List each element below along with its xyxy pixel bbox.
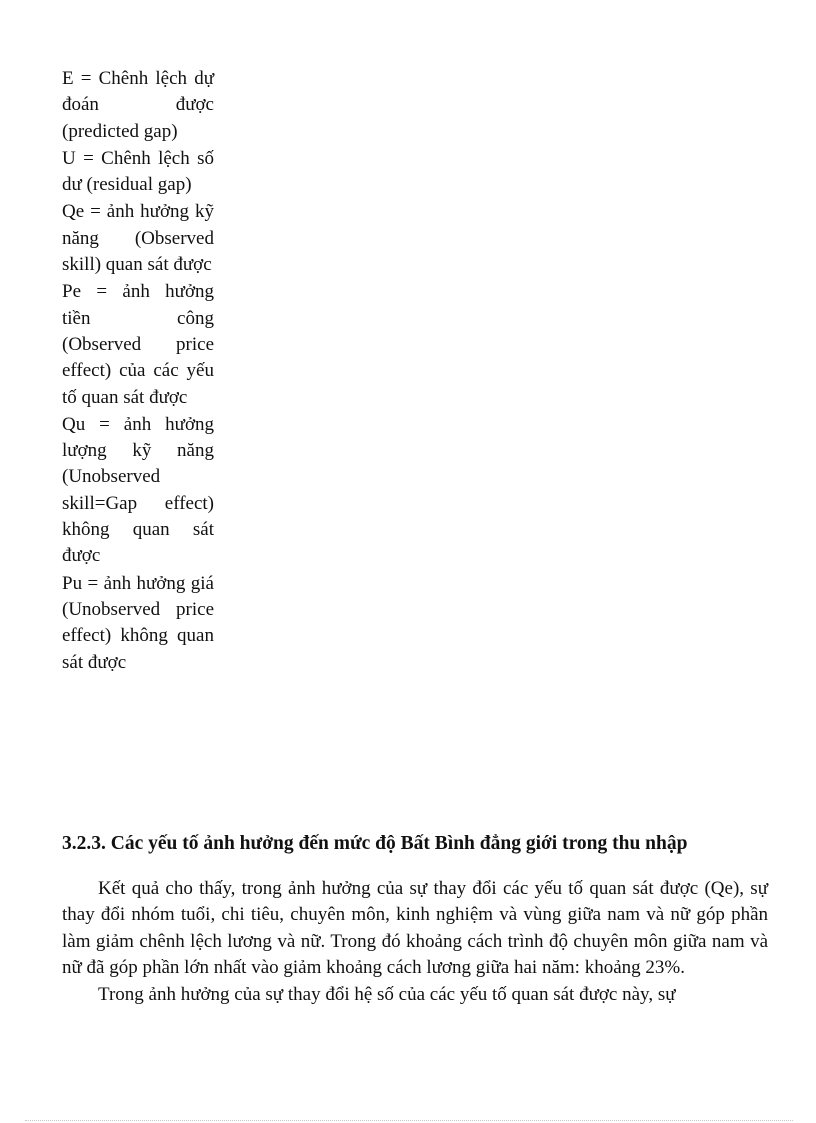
body-paragraph: Kết quả cho thấy, trong ảnh hưởng của sự thay đổi các yếu tố quan sát được (Qe), sự thay đổi nhóm tuổi, chi tiêu, chuyên môn, kinh nghiệm và vùng giữa nam và nữ góp phần làm giảm chênh lệch lương và nữ. Trong đó khoảng cách trình độ chuyên môn giữa nam và nữ đã góp phần lớn nhất vào giảm khoảng cách lương giữa hai năm: khoảng 23%. bbox=[62, 878, 768, 978]
section-heading: 3.2.3. Các yếu tố ảnh hưởng đến mức độ Bất Bình đẳng giới trong thu nhập bbox=[62, 833, 688, 854]
definition-pe: Pe = ảnh hưởng tiền công (Observed price effect) của các yếu tố quan sát được bbox=[62, 281, 214, 408]
definitions-list bbox=[62, 66, 214, 677]
definition-qe: Qe = ảnh hưởng kỹ năng (Observed skill) quan sát được bbox=[62, 201, 214, 276]
page-bottom-dotted-rule bbox=[25, 1120, 793, 1121]
body-paragraph: Trong ảnh hưởng của sự thay đổi hệ số của các yếu tố quan sát được này, sự bbox=[98, 984, 676, 1006]
definition-e: E = Chênh lệch dự đoán được (predicted gap) bbox=[62, 68, 214, 142]
definition-qu: Qu = ảnh hưởng lượng kỹ năng (Unobserved skill=Gap effect) không quan sát được bbox=[62, 413, 214, 567]
definition-u: U = Chênh lệch số dư (residual gap) bbox=[62, 147, 214, 196]
definition-pu: Pu = ảnh hưởng giá (Unobserved price effect) không quan sát được bbox=[62, 572, 214, 673]
section-body bbox=[62, 876, 768, 1009]
